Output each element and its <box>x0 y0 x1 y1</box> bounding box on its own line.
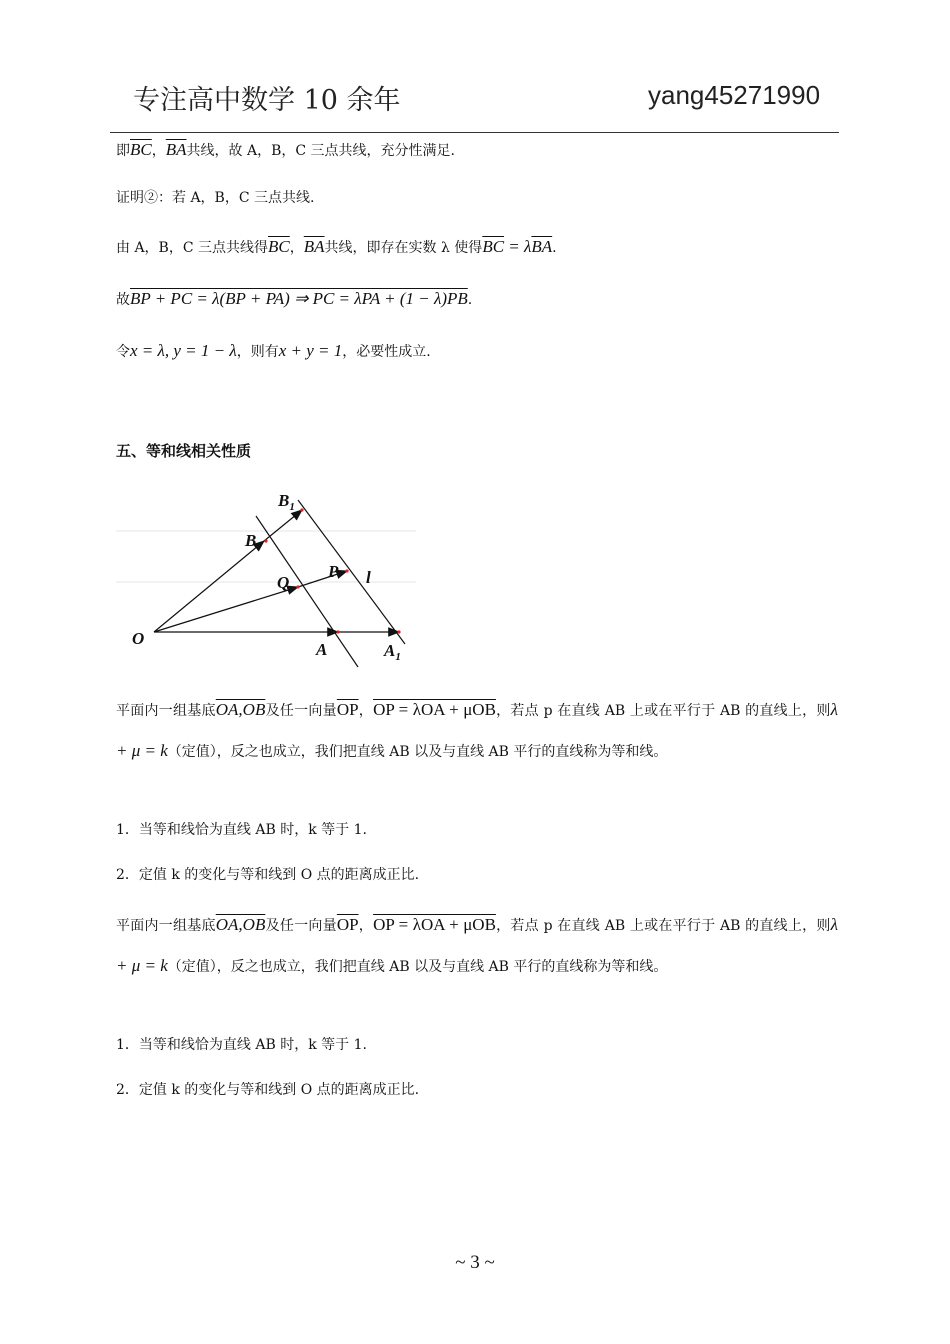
header-author-id: yang45271990 <box>648 80 821 110</box>
vector-qp <box>298 571 347 587</box>
decomposition-formula: OP = λOA + μOB <box>373 700 496 719</box>
vector-ba: $\overline{BA}$ <box>165 140 187 159</box>
point-p <box>345 569 348 572</box>
point-q <box>296 585 299 588</box>
property-item-1: 1．当等和线恰为直线 AB 时，k 等于 1. <box>116 822 367 838</box>
label-b1: $B_1$ <box>278 491 295 513</box>
point-a1 <box>397 630 400 633</box>
equal-sum-line-diagram <box>116 484 436 674</box>
sum-formula: λ + μ = k <box>116 700 839 760</box>
point-a <box>336 630 339 633</box>
sum-formula: λ + μ = k <box>116 915 839 975</box>
basis-vectors: OA,OB <box>215 700 266 719</box>
point-b <box>264 539 267 542</box>
line-l <box>298 500 405 644</box>
vector-bc: $\overline{BC}$ <box>268 237 290 256</box>
page-number: ~ 3 ~ <box>455 1252 495 1273</box>
label-a1: $A_1$ <box>384 641 401 663</box>
vector-op: $\overline{OP}$ <box>336 700 359 719</box>
label-p: P <box>328 562 339 581</box>
vector-bc: $\overline{BC}$ <box>130 140 152 159</box>
section-title: 五、等和线相关性质 <box>116 442 252 460</box>
vector-bc: $\overline{BC}$ <box>482 237 505 256</box>
property-item-1: 1．当等和线恰为直线 AB 时，k 等于 1. <box>116 1037 367 1053</box>
vector-oq <box>154 587 298 632</box>
vector-ba: $\overline{BA}$ <box>303 237 325 256</box>
formula-sum: x + y = 1 <box>278 341 343 360</box>
proof-line-2: 证明②：若 A，B，C 三点共线. <box>116 190 315 206</box>
vector-ba: $\overline{BA}$ <box>531 237 553 256</box>
label-a: A <box>316 640 328 659</box>
label-l: l <box>366 568 371 587</box>
vector-formula: BP + PC = λ(BP + PA) ⇒ PC = λPA + (1 − λ)PB <box>130 289 468 308</box>
label-o: O <box>132 629 145 648</box>
vector-ob <box>154 541 264 632</box>
line-ab <box>256 516 358 667</box>
header-title: 专注高中数学 10 余年 <box>133 85 401 116</box>
basis-vectors: OA,OB <box>215 915 266 934</box>
equal-sum-definition-1: 平面内一组基底OA,OB及任一向量$\overline{OP}$，OP = λOA + μOB，若点 p 在直线 AB 上或在平行于 AB 的直线上，则λ + μ = k（定值），反之也成立，我们把直线 AB 以及与直线 AB 平行的直线称为等和线。 <box>116 700 839 760</box>
label-q: Q <box>277 573 290 592</box>
vector-bb1 <box>264 510 302 541</box>
proof-line-3: 由 A，B，C 三点共线得$\overline{BC}$，$\overline{BA}$共线，即存在实数 λ 使得$\overline{BC} = \lambda\overline{BA}$. <box>116 237 557 256</box>
proof-line-1: 即$\overline{BC}$，$\overline{BA}$共线，故 A，B，C 三点共线，充分性满足. <box>116 140 455 159</box>
property-item-2: 2．定值 k 的变化与等和线到 O 点的距离成正比. <box>116 1082 420 1098</box>
formula-substitution: x = λ, y = 1 − λ <box>130 341 237 360</box>
proof-line-4: 故BP + PC = λ(BP + PA) ⇒ PC = λPA + (1 − λ)PB. <box>116 289 473 308</box>
decomposition-formula: OP = λOA + μOB <box>373 915 496 934</box>
equal-sum-definition-2: 平面内一组基底OA,OB及任一向量$\overline{OP}$，OP = λOA + μOB，若点 p 在直线 AB 上或在平行于 AB 的直线上，则λ + μ = k（定值），反之也成立，我们把直线 AB 以及与直线 AB 平行的直线称为等和线。 <box>116 915 839 975</box>
point-b1 <box>300 508 303 511</box>
header-divider <box>110 132 839 133</box>
vector-op: $\overline{OP}$ <box>336 915 359 934</box>
proof-line-5: 令x = λ, y = 1 − λ，则有x + y = 1，必要性成立. <box>116 341 431 360</box>
property-item-2: 2．定值 k 的变化与等和线到 O 点的距离成正比. <box>116 867 420 883</box>
label-b: B <box>245 531 257 550</box>
